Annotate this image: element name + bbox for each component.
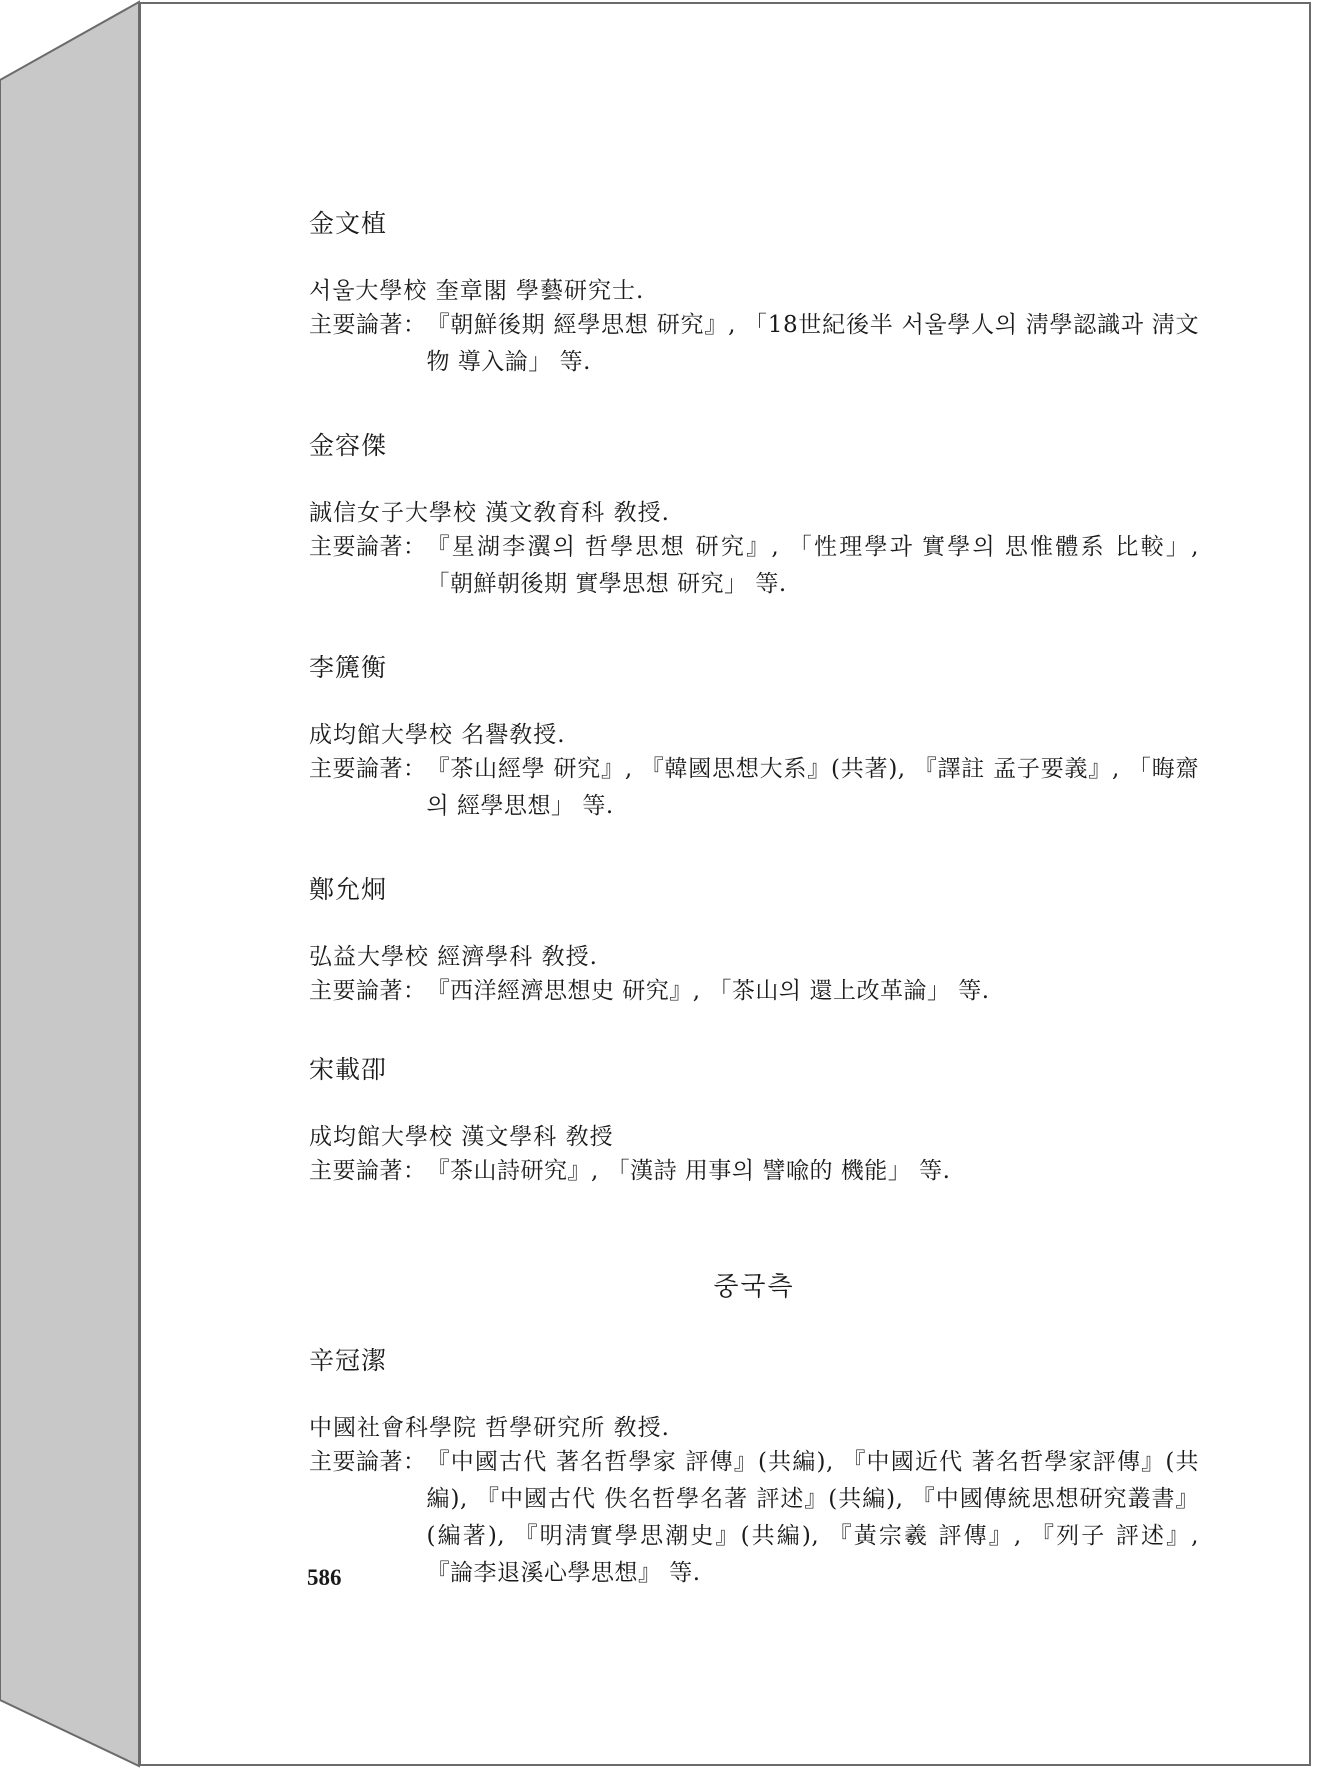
major-works-label: 主要論著：: [309, 1449, 427, 1475]
author-affiliation: 弘益大學校 經濟學科 敎授.: [309, 944, 598, 970]
major-works-text: 『西洋經濟思想史 研究』, 「茶山의 還上改革論」 等.: [426, 978, 990, 1004]
major-works-label: 主要論著：: [309, 1158, 427, 1184]
author-affiliation: 成均館大學校 名譽敎授.: [309, 722, 566, 748]
major-works: [309, 307, 1199, 381]
author-affiliation: 서울大學校 奎章閣 學藝研究士.: [309, 278, 645, 304]
author-entry: [309, 207, 1199, 381]
major-works-label: 主要論著：: [309, 756, 427, 782]
author-name: 宋載卲: [309, 1055, 388, 1084]
author-affiliation: 成均館大學校 漢文學科 敎授: [309, 1124, 614, 1150]
major-works-text: 『朝鮮後期 經學思想 研究』, 「18世紀後半 서울學人의 淸學認識과 淸文物 導入論」 等.: [426, 312, 1199, 375]
author-entry: [309, 873, 1199, 1010]
major-works-label: 主要論著：: [309, 978, 427, 1004]
major-works: [309, 751, 1199, 825]
major-works: [309, 973, 1199, 1010]
author-entry: [309, 429, 1199, 603]
author-name: 辛冠潔: [309, 1346, 388, 1375]
major-works-text: 『中國古代 著名哲學家 評傳』(共編), 『中國近代 著名哲學家評傳』(共編), 『中國古代 佚名哲學名著 評述』(共編), 『中國傳統思想研究叢書』(編著), 『明淸實學思潮史』(共編), 『黃宗羲 評傳』, 『列子 評述』, 『論李退溪心學思想』 等.: [426, 1449, 1199, 1586]
contributors-list: [309, 207, 1199, 1592]
major-works-label: 主要論著：: [309, 534, 427, 560]
major-works: [309, 1153, 1199, 1190]
author-name: 李篪衡: [309, 653, 388, 682]
author-affiliation: 中國社會科學院 哲學研究所 敎授.: [309, 1415, 670, 1441]
author-entry: [309, 1344, 1199, 1592]
author-name: 鄭允炯: [309, 875, 388, 904]
author-entry: [309, 651, 1199, 825]
major-works-text: 『茶山經學 研究』, 『韓國思想大系』(共著), 『譯註 孟子要義』, 「晦齋의 經學思想」 等.: [426, 756, 1199, 819]
major-works-text: 『茶山詩研究』, 「漢詩 用事의 譬喩的 機能」 等.: [426, 1158, 951, 1184]
section-heading: 중국측: [713, 1272, 795, 1302]
major-works: [309, 529, 1199, 603]
page-number: 586: [307, 1565, 342, 1590]
major-works-label: 主要論著：: [309, 312, 427, 338]
author-affiliation: 誠信女子大學校 漢文敎育科 敎授.: [309, 500, 670, 526]
author-entry: [309, 1053, 1199, 1190]
major-works: [309, 1444, 1199, 1592]
author-name: 金容傑: [309, 431, 388, 460]
book-page: [139, 2, 1311, 1766]
author-name: 金文植: [309, 209, 388, 238]
major-works-text: 『星湖李瀷의 哲學思想 研究』, 「性理學과 實學의 思惟體系 比較」, 「朝鮮朝後期 實學思想 研究」 等.: [426, 534, 1199, 597]
